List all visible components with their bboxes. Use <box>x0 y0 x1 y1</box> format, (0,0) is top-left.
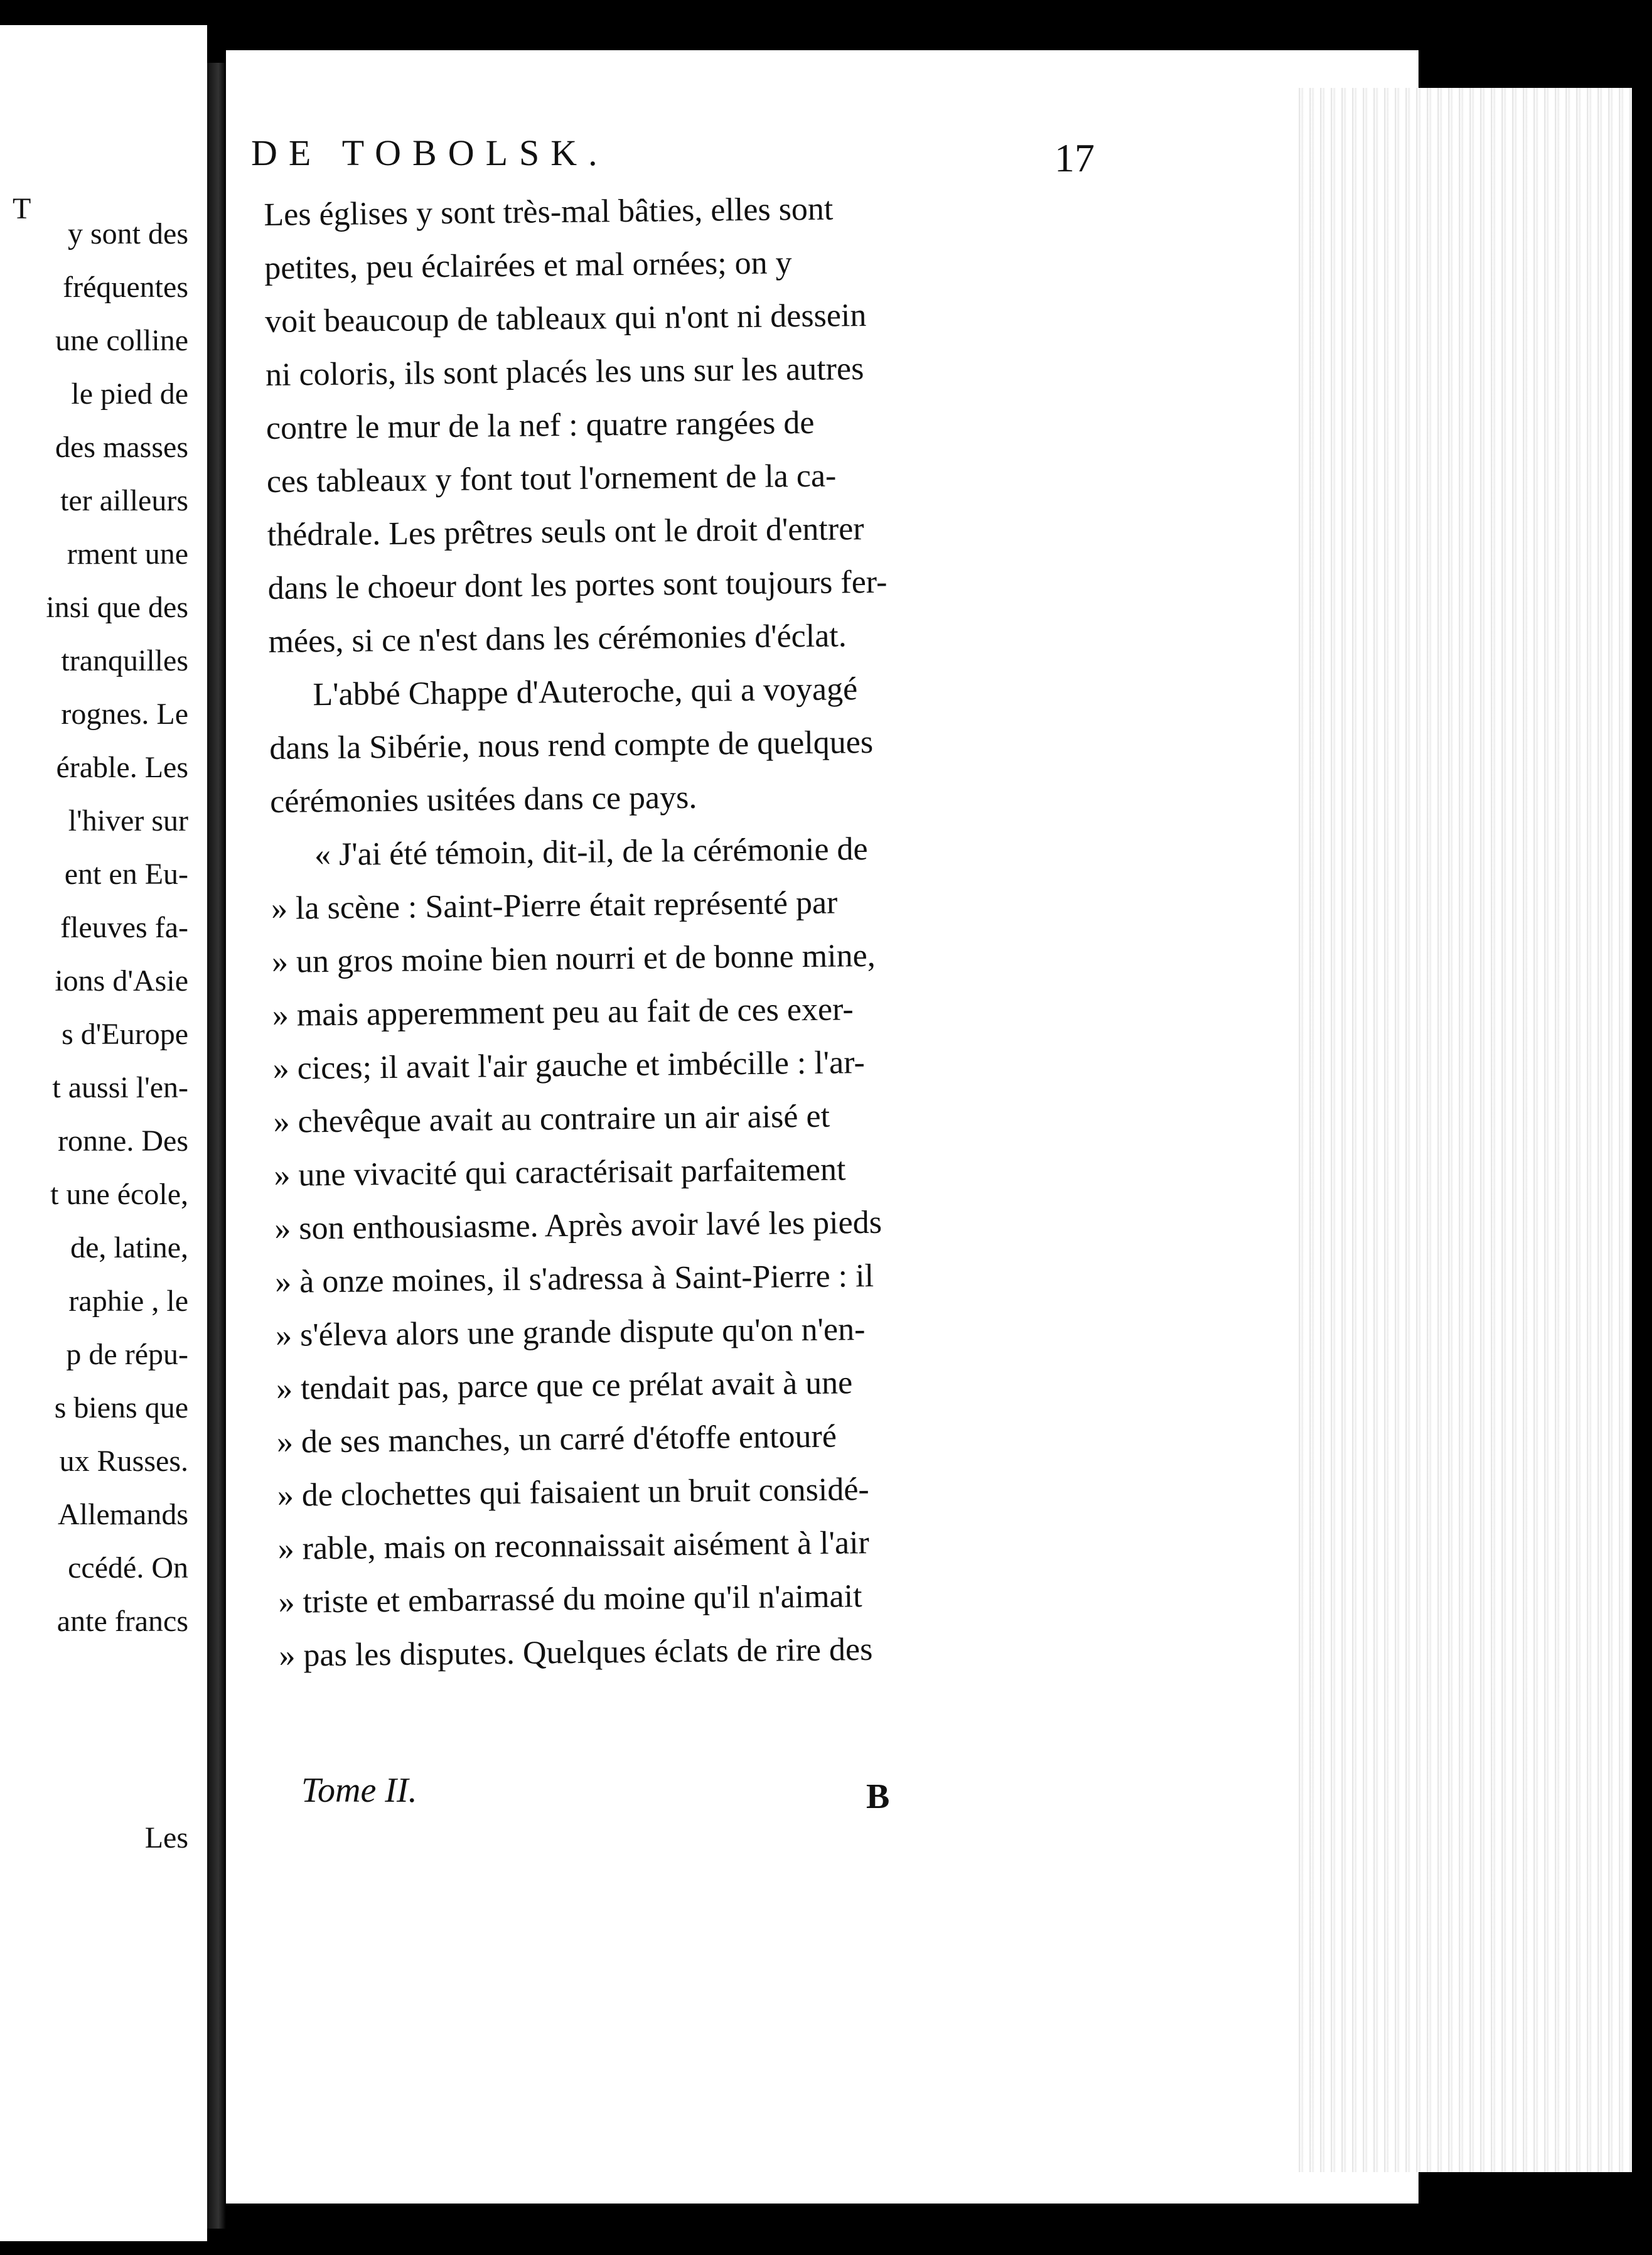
left-line: insi que des <box>46 591 188 624</box>
quote-line: » tendait pas, parce que ce prélat avait à une <box>276 1365 853 1407</box>
page-number: 17 <box>1054 136 1095 180</box>
quote-line: » pas les disputes. Quelques éclats de rire des <box>279 1631 873 1674</box>
quote-line: » s'éleva alors une grande dispute qu'on n'en- <box>275 1311 866 1354</box>
quote-line: » rable, mais on reconnaissait aisément à l'air <box>277 1525 870 1567</box>
left-line: une colline <box>55 324 188 357</box>
left-line: Allemands <box>58 1498 188 1531</box>
paragraph-2-line: cérémonies usitées dans ce pays. <box>269 779 697 820</box>
left-line: ronne. Des <box>58 1124 188 1158</box>
quote-line: » mais apperemment peu au fait de ces exer- <box>272 991 854 1033</box>
left-line: y sont des <box>68 217 188 250</box>
left-line: p de répu- <box>66 1338 188 1371</box>
paragraph-2-line: L'abbé Chappe d'Auteroche, qui a voyagé <box>313 671 858 713</box>
paragraph-1-line: voit beaucoup de tableaux qui n'ont ni dessein <box>264 297 867 340</box>
quote-line: « J'ai été témoin, dit-il, de la cérémonie de <box>314 831 868 873</box>
left-line: s biens que <box>54 1391 188 1424</box>
body-text <box>264 180 1133 1682</box>
running-head: DE TOBOLSK. <box>251 132 609 173</box>
paragraph-1-line: ces tableaux y font tout l'ornement de la ca- <box>266 458 837 500</box>
left-line: l'hiver sur <box>68 804 188 837</box>
book-gutter <box>207 63 226 2229</box>
left-line: ent en Eu- <box>64 858 188 891</box>
quote-line: » triste et embarrassé du moine qu'il n'aimait <box>278 1578 862 1620</box>
paragraph-1-line: Les églises y sont très-mal bâties, elles sont <box>264 191 834 233</box>
quote-line: » à onze moines, il s'adressa à Saint-Pierre : il <box>274 1257 874 1300</box>
left-line: érable. Les <box>56 751 188 784</box>
quote-line: » son enthousiasme. Après avoir lavé les pieds <box>274 1204 882 1247</box>
left-line: tranquilles <box>61 644 188 677</box>
quote-line: » de clochettes qui faisaient un bruit considé- <box>277 1472 869 1514</box>
paragraph-1-line: ni coloris, ils sont placés les uns sur les autres <box>265 351 864 393</box>
left-line: fréquentes <box>63 271 188 304</box>
left-line: rment une <box>67 537 188 571</box>
paragraph-1-line: contre le mur de la nef : quatre rangées de <box>266 404 815 446</box>
left-page-text <box>0 207 188 1648</box>
quote-line: » de ses manches, un carré d'étoffe entouré <box>276 1418 837 1460</box>
left-catchword: Les <box>144 1821 188 1854</box>
paragraph-1-line: thédrale. Les prêtres seuls ont le droit d'entrer <box>267 511 864 553</box>
left-running-head-fragment: T <box>13 192 35 225</box>
left-line: t une école, <box>50 1178 188 1211</box>
left-line: des masses <box>55 431 188 464</box>
paragraph-1-line: dans le choeur dont les portes sont toujours fer- <box>267 564 888 606</box>
quote-line: » une vivacité qui caractérisait parfaitement <box>274 1151 846 1193</box>
left-line: ux Russes. <box>59 1445 188 1478</box>
left-line: ccédé. On <box>68 1551 188 1585</box>
left-line: ter ailleurs <box>60 484 188 517</box>
left-page <box>0 25 207 2241</box>
quote-line: » la scène : Saint-Pierre était représenté par <box>271 885 838 927</box>
paragraph-1-line: petites, peu éclairées et mal ornées; on y <box>264 245 792 286</box>
left-line: rognes. Le <box>61 697 188 731</box>
quote-line: » cices; il avait l'air gauche et imbécille : l'ar- <box>272 1045 866 1087</box>
volume-footer: Tome II. <box>301 1771 417 1810</box>
left-line: t aussi l'en- <box>52 1071 188 1104</box>
left-line: s d'Europe <box>62 1018 188 1051</box>
left-line: raphie , le <box>68 1284 188 1318</box>
paragraph-2-line: dans la Sibérie, nous rend compte de quelques <box>269 724 874 767</box>
signature-mark: B <box>866 1777 890 1816</box>
left-line: le pied de <box>71 377 188 411</box>
left-line: de, latine, <box>70 1231 188 1264</box>
quote-line: » un gros moine bien nourri et de bonne mine, <box>271 937 876 980</box>
left-line: ante francs <box>56 1605 188 1638</box>
page-edges <box>1293 88 1632 2172</box>
paragraph-1-line: mées, si ce n'est dans les cérémonies d'éclat. <box>268 618 847 660</box>
left-line: ions d'Asie <box>55 964 188 998</box>
quote-line: » chevêque avait au contraire un air aisé et <box>273 1098 830 1140</box>
left-line: fleuves fa- <box>60 911 188 944</box>
